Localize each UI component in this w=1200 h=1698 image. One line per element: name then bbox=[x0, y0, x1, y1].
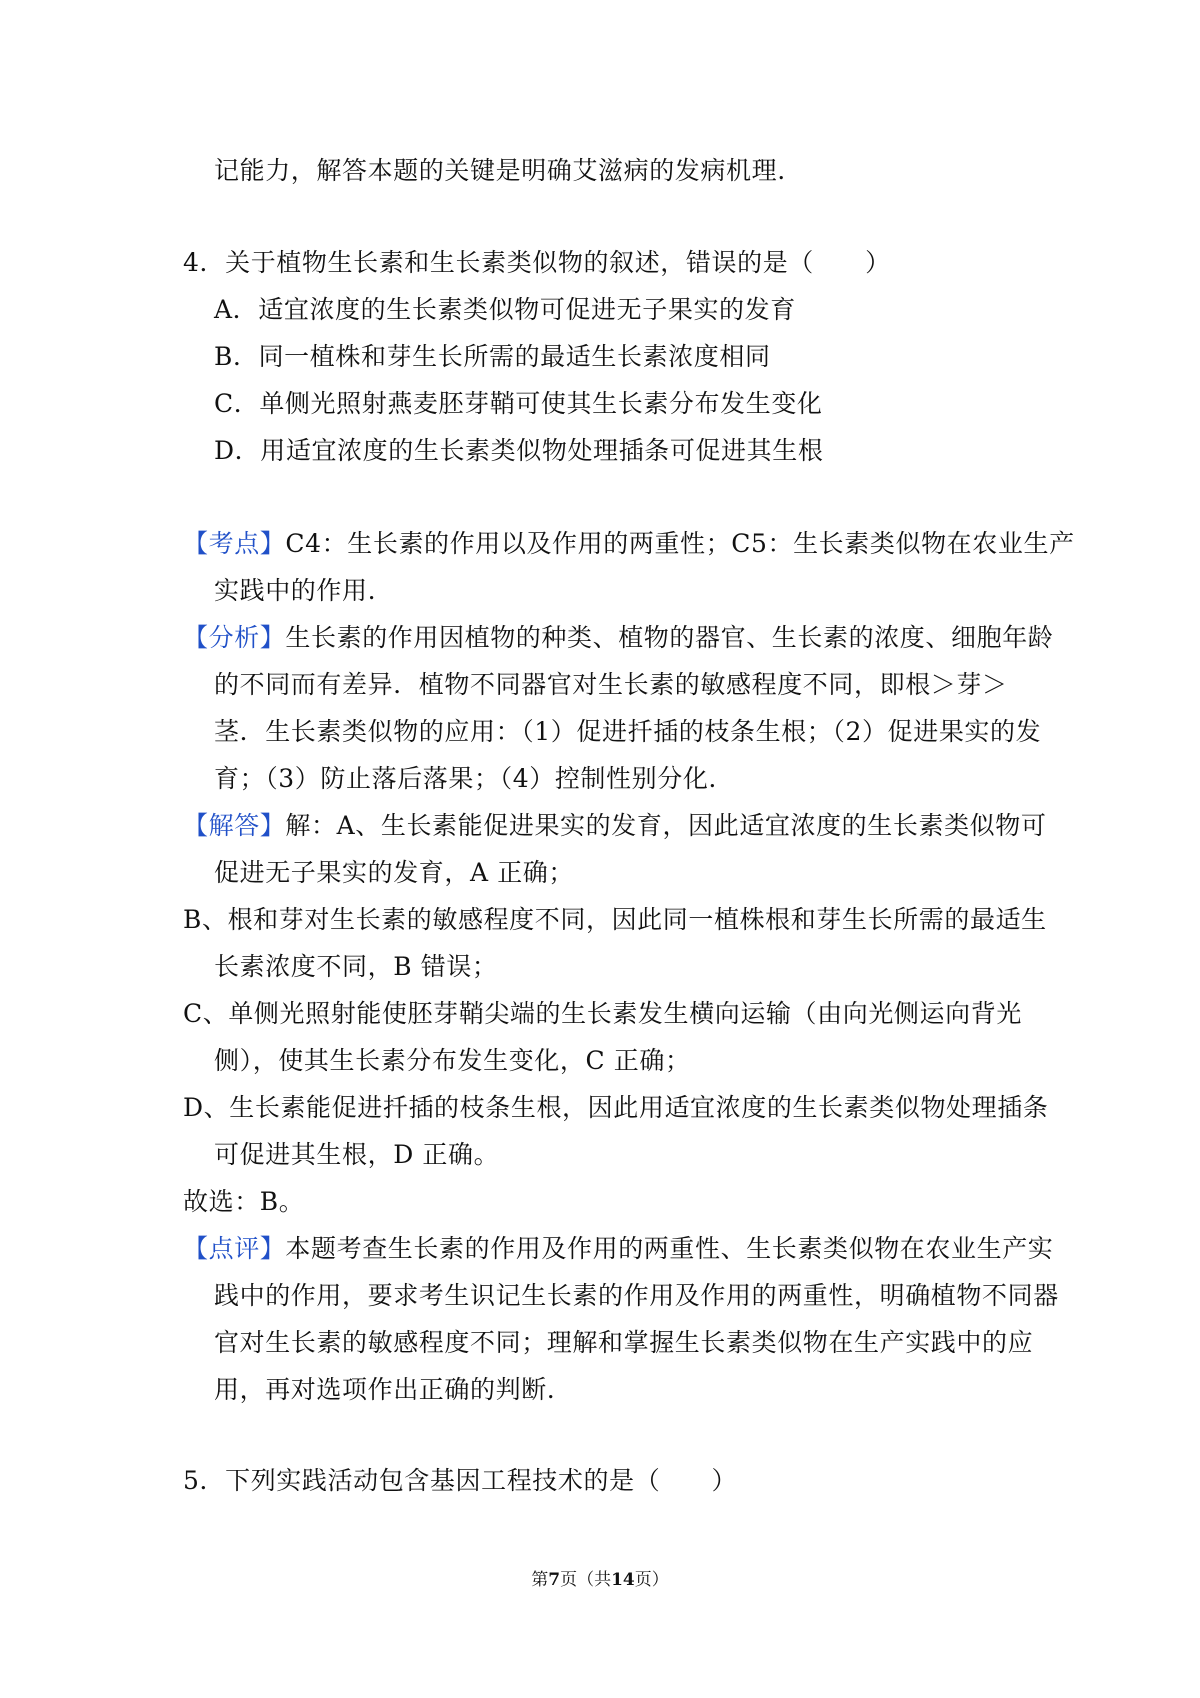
kaodian-line-1 bbox=[183, 527, 1075, 561]
footer-mid: 页（共 bbox=[560, 1570, 612, 1590]
question-4-stem: 4．关于植物生长素和生长素类似物的叙述，错误的是（ ） bbox=[183, 248, 891, 277]
jieda-d-line-2: 可促进其生根，D 正确。 bbox=[214, 1140, 500, 1169]
question-4-option-c: C．单侧光照射燕麦胚芽鞘可使其生长素分布发生变化 bbox=[214, 389, 823, 418]
fenxi-tag: 【分析】 bbox=[183, 623, 286, 652]
kaodian-text-1: C4：生长素的作用以及作用的两重性；C5：生长素类似物在农业生产 bbox=[285, 529, 1075, 558]
question-4-option-d: D．用适宜浓度的生长素类似物处理插条可促进其生根 bbox=[214, 436, 824, 465]
fenxi-line-2: 的不同而有差异．植物不同器官对生长素的敏感程度不同，即根＞芽＞ bbox=[214, 670, 1008, 699]
jieda-b-line-1: B、根和芽对生长素的敏感程度不同，因此同一植株根和芽生长所需的最适生 bbox=[183, 905, 1047, 934]
dianping-tag: 【点评】 bbox=[183, 1234, 286, 1263]
dianping-text-1: 本题考查生长素的作用及作用的两重性、生长素类似物在农业生产实 bbox=[285, 1234, 1054, 1263]
footer-page-number: 7 bbox=[548, 1570, 561, 1590]
jieda-line-2: 促进无子果实的发育，A 正确； bbox=[214, 858, 575, 887]
question-4-option-b: B．同一植株和芽生长所需的最适生长素浓度相同 bbox=[214, 342, 771, 371]
fenxi-line-3: 茎．生长素类似物的应用：（1）促进扦插的枝条生根；（2）促进果实的发 bbox=[214, 717, 1042, 746]
dianping-line-1 bbox=[183, 1232, 1053, 1266]
fenxi-line-4: 育；（3）防止落后落果；（4）控制性别分化. bbox=[214, 764, 717, 793]
dianping-line-2: 践中的作用，要求考生识记生长素的作用及作用的两重性，明确植物不同器 bbox=[214, 1281, 1059, 1310]
jieda-text-1: 解：A、生长素能促进果实的发育，因此适宜浓度的生长素类似物可 bbox=[285, 811, 1047, 840]
jieda-d-line-1: D、生长素能促进扦插的枝条生根，因此用适宜浓度的生长素类似物处理插条 bbox=[183, 1093, 1049, 1122]
jieda-tag: 【解答】 bbox=[183, 811, 286, 840]
answer-line: 故选：B。 bbox=[183, 1187, 305, 1216]
question-4-option-a: A．适宜浓度的生长素类似物可促进无子果实的发育 bbox=[214, 295, 796, 324]
footer-prefix: 第 bbox=[531, 1570, 549, 1590]
dianping-line-4: 用，再对选项作出正确的判断. bbox=[214, 1375, 556, 1404]
kaodian-tag: 【考点】 bbox=[183, 529, 286, 558]
dianping-line-3: 官对生长素的敏感程度不同；理解和掌握生长素类似物在生产实践中的应 bbox=[214, 1328, 1034, 1357]
fenxi-text-1: 生长素的作用因植物的种类、植物的器官、生长素的浓度、细胞年龄 bbox=[285, 623, 1054, 652]
jieda-c-line-1: C、单侧光照射能使胚芽鞘尖端的生长素发生横向运输（由向光侧运向背光 bbox=[183, 999, 1022, 1028]
footer-suffix: 页） bbox=[634, 1570, 669, 1590]
intro-line: 记能力，解答本题的关键是明确艾滋病的发病机理. bbox=[214, 156, 786, 185]
jieda-c-line-2: 侧），使其生长素分布发生变化，C 正确； bbox=[214, 1046, 691, 1075]
kaodian-line-2: 实践中的作用. bbox=[214, 576, 377, 605]
footer-total-pages: 14 bbox=[611, 1570, 635, 1590]
jieda-line-1 bbox=[183, 809, 1046, 843]
page-footer bbox=[0, 1568, 1200, 1592]
jieda-b-line-2: 长素浓度不同，B 错误； bbox=[214, 952, 498, 981]
fenxi-line-1 bbox=[183, 621, 1053, 655]
question-5-stem: 5．下列实践活动包含基因工程技术的是（ ） bbox=[183, 1466, 738, 1495]
